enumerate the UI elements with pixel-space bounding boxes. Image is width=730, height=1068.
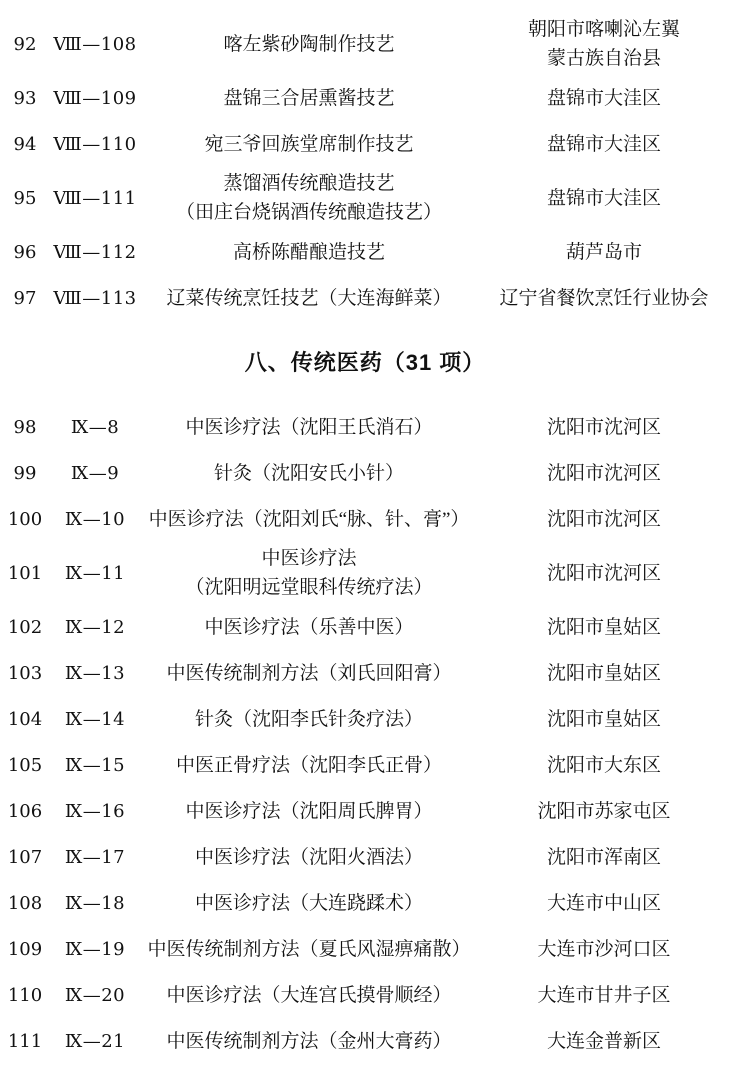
row-name: 中医诊疗法 （沈阳明远堂眼科传统疗法） <box>185 548 433 598</box>
table-row <box>0 121 730 167</box>
table-row <box>0 696 730 742</box>
row-code: Ⅷ—109 <box>53 87 137 109</box>
table-row <box>0 13 730 75</box>
row-code: Ⅸ—14 <box>64 708 126 730</box>
row-region: 大连市甘井子区 <box>537 984 671 1006</box>
row-code: Ⅷ—113 <box>53 287 137 309</box>
row-name: 辽菜传统烹饪技艺（大连海鲜菜） <box>166 287 452 309</box>
row-region: 沈阳市皇姑区 <box>546 708 661 730</box>
row-name: 中医传统制剂方法（金州大膏药） <box>166 1030 452 1052</box>
row-region: 沈阳市沈河区 <box>546 462 661 484</box>
row-region: 沈阳市沈河区 <box>546 416 661 438</box>
table-row <box>0 926 730 972</box>
row-code: Ⅷ—110 <box>53 133 137 155</box>
section-header-traditional-medicine: 八、传统医药（31 项） <box>244 350 486 375</box>
table-row <box>0 1018 730 1064</box>
row-number: 99 <box>13 462 37 484</box>
row-name: 喀左紫砂陶制作技艺 <box>223 33 395 55</box>
row-region: 盘锦市大洼区 <box>546 87 661 109</box>
row-region: 沈阳市苏家屯区 <box>537 800 671 822</box>
row-number: 92 <box>13 33 37 55</box>
row-code: Ⅸ—16 <box>64 800 126 822</box>
table-row <box>0 75 730 121</box>
row-code: Ⅸ—19 <box>64 938 126 960</box>
row-name: 中医诊疗法（沈阳周氏脾胃） <box>185 800 433 822</box>
row-code: Ⅸ—13 <box>64 662 126 684</box>
row-number: 104 <box>7 708 43 730</box>
table-row <box>0 275 730 321</box>
row-name: 中医诊疗法（沈阳刘氏“脉、针、膏”） <box>148 508 470 530</box>
row-code: Ⅸ—11 <box>64 562 126 584</box>
row-code: Ⅸ—18 <box>64 892 126 914</box>
row-region: 沈阳市皇姑区 <box>546 662 661 684</box>
row-number: 105 <box>7 754 43 776</box>
row-region: 沈阳市大东区 <box>546 754 661 776</box>
row-number: 102 <box>7 616 43 638</box>
row-code: Ⅸ—9 <box>70 462 120 484</box>
row-number: 95 <box>13 187 37 209</box>
row-name: 蒸馏酒传统酿造技艺 （田庄台烧锅酒传统酿造技艺） <box>175 173 442 223</box>
row-number: 96 <box>13 241 37 263</box>
row-code: Ⅸ—21 <box>64 1030 126 1052</box>
row-region: 大连金普新区 <box>546 1030 661 1052</box>
row-number: 98 <box>13 416 37 438</box>
row-number: 111 <box>7 1030 43 1052</box>
table-row <box>0 742 730 788</box>
row-name: 中医诊疗法（沈阳王氏消石） <box>185 416 433 438</box>
row-code: Ⅸ—20 <box>64 984 126 1006</box>
row-name: 中医传统制剂方法（夏氏风湿痹痛散） <box>147 938 471 960</box>
row-name: 针灸（沈阳李氏针灸疗法） <box>194 708 423 730</box>
table-row <box>0 167 730 229</box>
row-code: Ⅸ—12 <box>64 616 126 638</box>
row-region: 盘锦市大洼区 <box>546 133 661 155</box>
row-name: 中医传统制剂方法（刘氏回阳膏） <box>166 662 452 684</box>
row-number: 106 <box>7 800 43 822</box>
row-region: 大连市沙河口区 <box>537 938 671 960</box>
rows-medicine-section <box>0 404 730 1064</box>
row-number: 109 <box>7 938 43 960</box>
row-number: 108 <box>7 892 43 914</box>
row-region: 葫芦岛市 <box>565 241 642 263</box>
table-row <box>0 650 730 696</box>
table-row <box>0 604 730 650</box>
table-row <box>0 972 730 1018</box>
row-region: 沈阳市皇姑区 <box>546 616 661 638</box>
row-number: 103 <box>7 662 43 684</box>
table-row <box>0 542 730 604</box>
row-code: Ⅸ—10 <box>64 508 126 530</box>
row-number: 110 <box>7 984 43 1006</box>
row-code: Ⅷ—108 <box>53 33 137 55</box>
table-row <box>0 450 730 496</box>
table-row <box>0 834 730 880</box>
row-code: Ⅸ—15 <box>64 754 126 776</box>
row-name: 针灸（沈阳安氏小针） <box>213 462 404 484</box>
table-row <box>0 496 730 542</box>
row-region: 辽宁省餐饮烹饪行业协会 <box>499 287 709 309</box>
table-row <box>0 788 730 834</box>
row-region: 沈阳市沈河区 <box>546 562 661 584</box>
row-number: 93 <box>13 87 37 109</box>
row-region: 朝阳市喀喇沁左翼 蒙古族自治县 <box>527 19 680 69</box>
row-code: Ⅸ—8 <box>70 416 120 438</box>
row-code: Ⅷ—112 <box>53 241 137 263</box>
row-name: 中医正骨疗法（沈阳李氏正骨） <box>175 754 442 776</box>
heritage-table <box>0 13 730 1064</box>
row-number: 100 <box>7 508 43 530</box>
table-row <box>0 880 730 926</box>
row-name: 中医诊疗法（大连跷蹂术） <box>194 892 423 914</box>
row-number: 94 <box>13 133 37 155</box>
row-region: 沈阳市沈河区 <box>546 508 661 530</box>
row-name: 中医诊疗法（乐善中医） <box>204 616 414 638</box>
row-region: 大连市中山区 <box>546 892 661 914</box>
row-number: 101 <box>7 562 43 584</box>
row-number: 107 <box>7 846 43 868</box>
row-region: 沈阳市浑南区 <box>546 846 661 868</box>
row-region: 盘锦市大洼区 <box>546 187 661 209</box>
row-code: Ⅷ—111 <box>53 187 137 209</box>
row-name: 宛三爷回族堂席制作技艺 <box>204 133 414 155</box>
rows-crafts-section <box>0 13 730 321</box>
row-name: 高桥陈醋酿造技艺 <box>232 241 385 263</box>
table-row <box>0 404 730 450</box>
row-name: 盘锦三合居熏酱技艺 <box>223 87 395 109</box>
table-row <box>0 229 730 275</box>
row-number: 97 <box>13 287 37 309</box>
row-name: 中医诊疗法（沈阳火酒法） <box>194 846 423 868</box>
row-code: Ⅸ—17 <box>64 846 126 868</box>
row-name: 中医诊疗法（大连宫氏摸骨顺经） <box>166 984 452 1006</box>
